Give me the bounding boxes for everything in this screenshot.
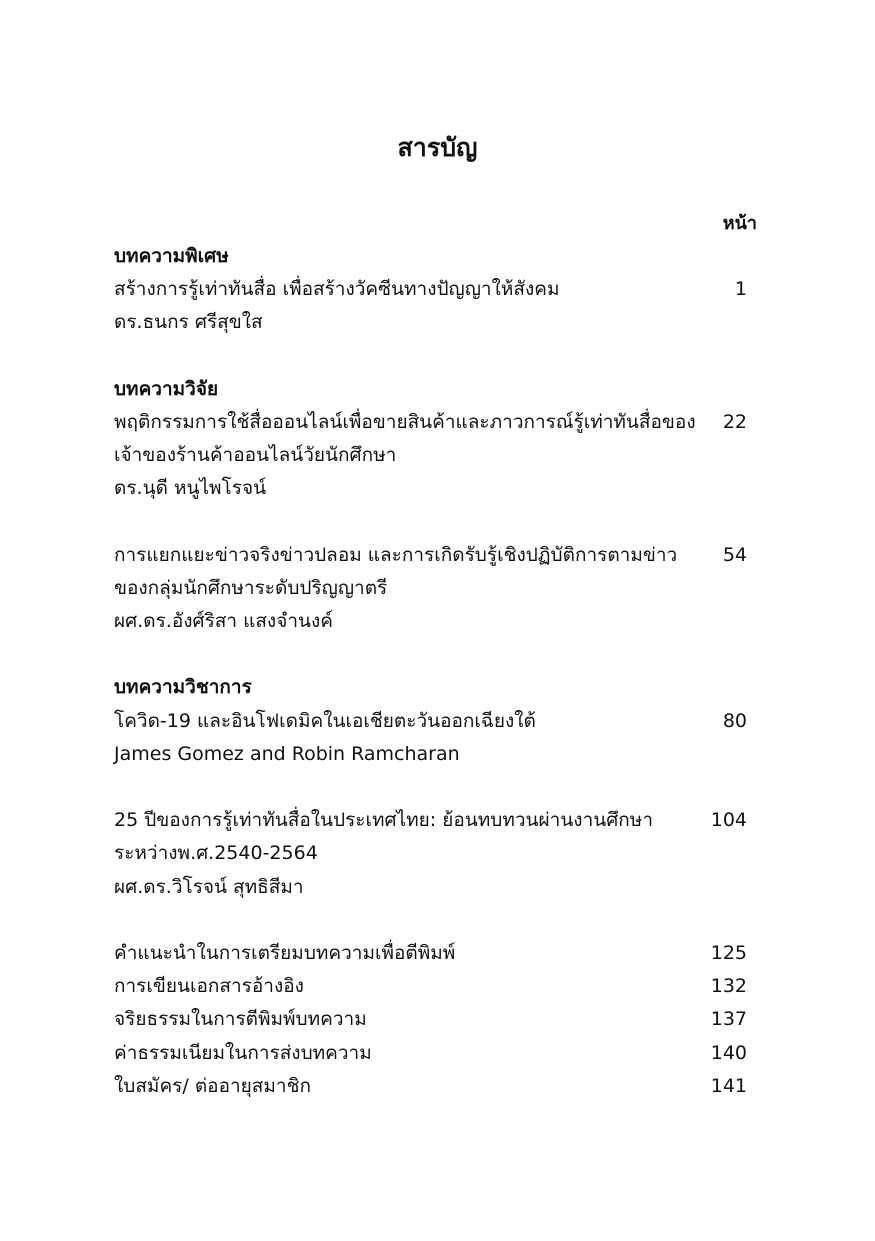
entry-title: พฤติกรรมการใช้สื่อออนไลน์เพื่อขายสินค้าและภาวการณ์รู้เท่าทันสื่อของ bbox=[114, 410, 696, 433]
entry-author: ผศ.ดร.อังศ์ริสา แสงจำนงค์ bbox=[114, 610, 333, 633]
toc-entry[interactable] bbox=[114, 804, 762, 837]
toc-entry[interactable] bbox=[114, 539, 762, 572]
entry-title-continued: ระหว่างพ.ศ.2540-2564 bbox=[114, 842, 318, 865]
entry-title: สร้างการรู้เท่าทันสื่อ เพื่อสร้างวัคซีนทางปัญญาให้สังคม bbox=[114, 278, 560, 301]
section-heading-research: บทความวิจัย bbox=[114, 377, 219, 400]
entry-author: ผศ.ดร.วิโรจน์ สุทธิสีมา bbox=[114, 875, 304, 898]
entry-title: ค่าธรรมเนียมในการส่งบทความ bbox=[114, 1041, 372, 1064]
toc-entry[interactable] bbox=[114, 273, 762, 306]
entry-title: โควิด-19 และอินโฟเดมิคในเอเชียตะวันออกเฉียงใต้ bbox=[114, 709, 536, 732]
toc-entry[interactable] bbox=[114, 1003, 762, 1036]
entry-page-number: 54 bbox=[722, 543, 747, 566]
toc-entry[interactable] bbox=[114, 970, 762, 1003]
section-heading-academic: บทความวิชาการ bbox=[114, 676, 252, 699]
entry-title: คำแนะนำในการเตรียมบทความเพื่อตีพิมพ์ bbox=[114, 941, 456, 964]
table-of-contents bbox=[114, 240, 762, 1103]
page-title: สารบัญ bbox=[397, 133, 478, 162]
entry-page-number: 104 bbox=[710, 809, 747, 832]
entry-title: การเขียนเอกสารอ้างอิง bbox=[114, 975, 304, 998]
entry-title: 25 ปีของการรู้เท่าทันสื่อในประเทศไทย: ย้อนทบทวนผ่านงานศึกษา bbox=[114, 809, 653, 832]
page-column-label: หน้า bbox=[722, 213, 757, 234]
toc-entry[interactable] bbox=[114, 406, 762, 439]
entry-title-continued: ของกลุ่มนักศึกษาระดับปริญญาตรี bbox=[114, 576, 388, 599]
toc-entry[interactable] bbox=[114, 705, 762, 738]
section-heading-special: บทความพิเศษ bbox=[114, 245, 229, 267]
entry-page-number: 132 bbox=[710, 975, 747, 998]
entry-title: ใบสมัคร/ ต่ออายุสมาชิก bbox=[114, 1074, 311, 1097]
entry-author: ดร.นุดี หนูไพโรจน์ bbox=[114, 477, 267, 500]
toc-entry[interactable] bbox=[114, 937, 762, 970]
entry-page-number: 1 bbox=[734, 278, 747, 301]
entry-title: จริยธรรมในการตีพิมพ์บทความ bbox=[114, 1008, 367, 1031]
entry-title-continued: เจ้าของร้านค้าออนไลน์วัยนักศึกษา bbox=[114, 444, 397, 467]
entry-page-number: 141 bbox=[710, 1074, 747, 1097]
entry-title: การแยกแยะข่าวจริงข่าวปลอม และการเกิดรับรู้เชิงปฏิบัติการตามข่าว bbox=[114, 543, 678, 566]
toc-entry[interactable] bbox=[114, 1070, 762, 1103]
entry-page-number: 80 bbox=[722, 709, 747, 732]
toc-entry[interactable] bbox=[114, 1037, 762, 1070]
entry-author: ดร.ธนกร ศรีสุขใส bbox=[114, 311, 263, 334]
spacer bbox=[114, 904, 762, 937]
entry-page-number: 125 bbox=[710, 941, 747, 964]
spacer bbox=[114, 506, 762, 539]
entry-page-number: 22 bbox=[722, 410, 747, 433]
spacer bbox=[114, 340, 762, 373]
spacer bbox=[114, 638, 762, 671]
entry-page-number: 140 bbox=[710, 1041, 747, 1064]
entry-author: James Gomez and Robin Ramcharan bbox=[114, 742, 460, 765]
entry-page-number: 137 bbox=[710, 1008, 747, 1031]
spacer bbox=[114, 771, 762, 804]
